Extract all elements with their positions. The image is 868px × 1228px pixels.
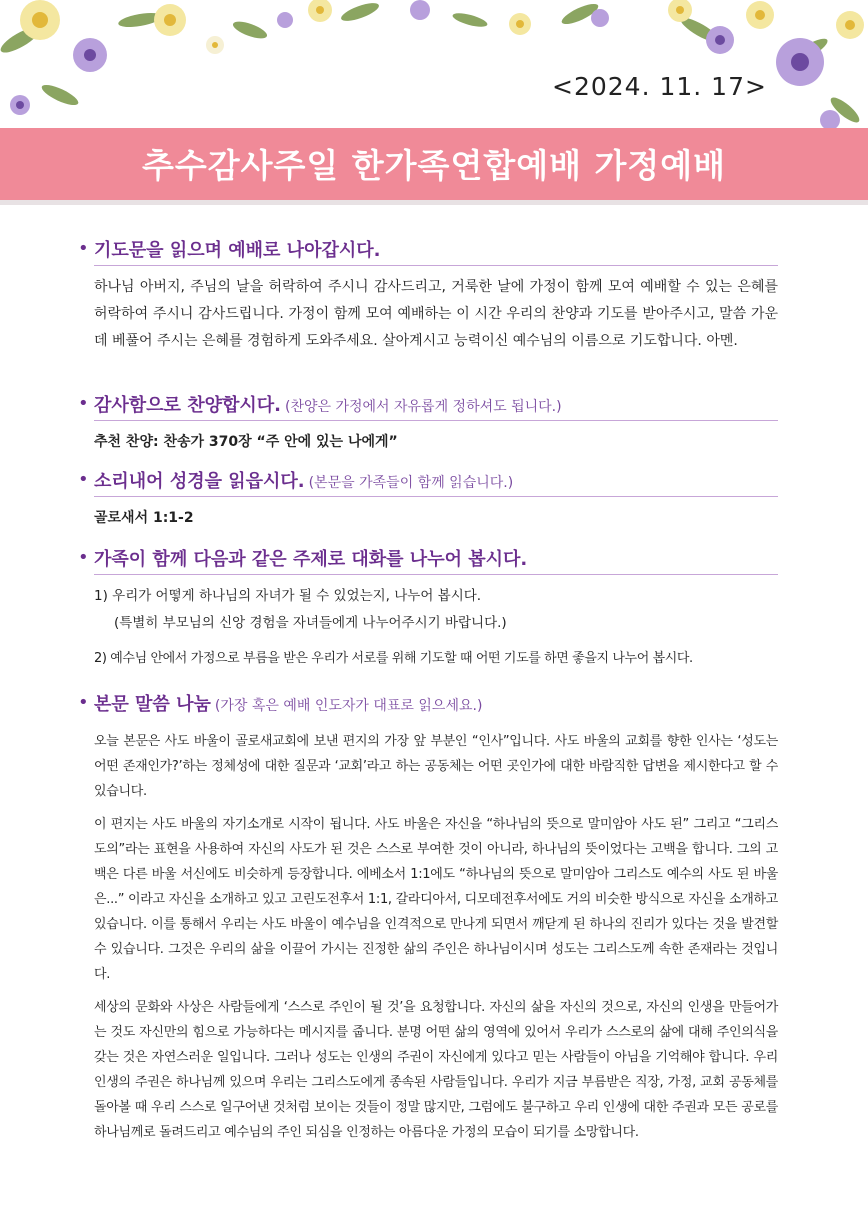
- section-heading: 기도문을 읽으며 예배로 나아갑시다.: [94, 236, 778, 266]
- question-1: 1) 우리가 어떻게 하나님의 자녀가 될 수 있었는지, 나누어 봅시다.: [94, 588, 482, 604]
- section-sermon: [78, 690, 778, 1145]
- question-1-sub: (특별히 부모님의 신앙 경험을 자녀들에게 나누어주시기 바랍니다.): [114, 615, 507, 631]
- bullet-icon: •: [78, 238, 89, 259]
- floral-border-decoration: [0, 0, 868, 140]
- section-scripture: [78, 467, 778, 532]
- section-discussion: [78, 545, 778, 672]
- prayer-text: 하나님 아버지, 주님의 날을 허락하여 주시니 감사드리고, 거룩한 날에 가정이 함께 모여 예배할 수 있는 은혜를 허락하여 주시니 감사드립니다. 가정이 함께 모여 예배하는 이 시간 우리의 찬양과 기도를 받아주시고, 말씀 가운데 베풀어 주시는 은혜를 경험하게 도와주세요. 살아계시고 능력이신 예수님의 이름으로 기도합니다. 아멘.: [94, 279, 778, 349]
- question-2: 2) 예수님 안에서 가정으로 부름을 받은 우리가 서로를 위해 기도할 때 어떤 기도를 하면 좋을지 나누어 봅시다.: [94, 651, 693, 666]
- recommended-hymn: 추천 찬양: 찬송가 370장 “주 안에 있는 나에게”: [94, 434, 398, 450]
- section-heading: 감사함으로 찬양합시다. (찬양은 가정에서 자유롭게 정하셔도 됩니다.): [94, 391, 778, 421]
- page-title: 추수감사주일 한가족연합예배 가정예배: [142, 146, 726, 185]
- sermon-paragraph-2: 이 편지는 사도 바울의 자기소개로 시작이 됩니다. 사도 바울은 자신을 “하나님의 뜻으로 말미암아 사도 된” 그리고 “그리스도의”라는 표현을 사용하여 자신의 사도가 된 것은 스스로 부여한 것이 아니라, 하나님의 뜻이었다는 고백을 합니다. 그의 고백은 다른 바울 서신에도 비슷하게 등장합니다. 에베소서 1:1에도 “하나님의 뜻으로 말미암아 그리스도 예수의 사도 된 바울은...” 이라고 자신을 소개하고 있고 고린도전후서 1:1, 갈라디아서, 디모데전후서에도 거의 비슷한 방식으로 자신을 소개하고 있습니다. 이를 통해서 우리는 사도 바울이 예수님을 인격적으로 만나게 되면서 깨닫게 된 하나의 진리가 있다는 것을 발견할 수 있습니다. 그것은 우리의 삶을 이끌어 가시는 진정한 삶의 주인은 하나님이시며 성도는 그리스도께 속한 존재라는 것입니다.: [94, 817, 778, 982]
- section-prayer: [78, 236, 778, 355]
- bullet-icon: •: [78, 692, 89, 713]
- sermon-paragraph-1: 오늘 본문은 사도 바울이 골로새교회에 보낸 편지의 가장 앞 부분인 “인사”입니다. 사도 바울의 교회를 향한 인사는 ‘성도는 어떤 존재인가?’하는 정체성에 대한 질문과 ‘교회’라고 하는 공동체는 어떤 곳인가에 대한 바람직한 답변을 제시한다고 할 수 있습니다.: [94, 734, 778, 799]
- section-note: (찬양은 가정에서 자유롭게 정하셔도 됩니다.): [284, 399, 562, 415]
- banner-shadow: [0, 200, 868, 205]
- sermon-paragraph-3: 세상의 문화와 사상은 사람들에게 ‘스스로 주인이 될 것’을 요청합니다. 자신의 삶을 자신의 것으로, 자신의 인생을 만들어가는 것도 자신만의 힘으로 가능하다는 메시지를 줍니다. 분명 어떤 삶의 영역에 있어서 우리가 스스로의 삶에 대해 주인의식을 갖는 것은 자연스러운 일입니다. 그러나 성도는 인생의 주권이 자신에게 있다고 믿는 사람들이 아님을 기억해야 합니다. 우리 인생의 주권은 하나님께 있으며 우리는 그리스도에게 종속된 사람들입니다. 우리가 지금 부름받은 직장, 가정, 교회 공동체를 돌아볼 때 우리 스스로 일구어낸 것처럼 보이는 것들이 정말 많지만, 그럼에도 불구하고 우리 인생에 대한 주권과 모든 공로를 하나님께로 돌려드리고 예수님의 주인 되심을 인정하는 아름다운 가정의 모습이 되기를 소망합니다.: [94, 1000, 778, 1140]
- section-praise: [78, 391, 778, 456]
- sermon-text: [94, 729, 778, 1145]
- bullet-icon: •: [78, 393, 89, 414]
- section-note: (본문을 가족들이 함께 읽습니다.): [308, 475, 514, 491]
- section-note: (가장 혹은 예배 인도자가 대표로 읽으세요.): [214, 698, 483, 714]
- discussion-questions: [94, 583, 778, 672]
- section-heading: 가족이 함께 다음과 같은 주제로 대화를 나누어 봅시다.: [94, 545, 778, 575]
- worship-date: <2024. 11. 17>: [552, 72, 767, 101]
- section-heading: 본문 말씀 나눔 (가장 혹은 예배 인도자가 대표로 읽으세요.): [94, 694, 483, 715]
- bullet-icon: •: [78, 547, 89, 568]
- section-heading: 소리내어 성경을 읽읍시다. (본문을 가족들이 함께 읽습니다.): [94, 467, 778, 497]
- bullet-icon: •: [78, 469, 89, 490]
- scripture-reference: 골로새서 1:1-2: [94, 510, 194, 526]
